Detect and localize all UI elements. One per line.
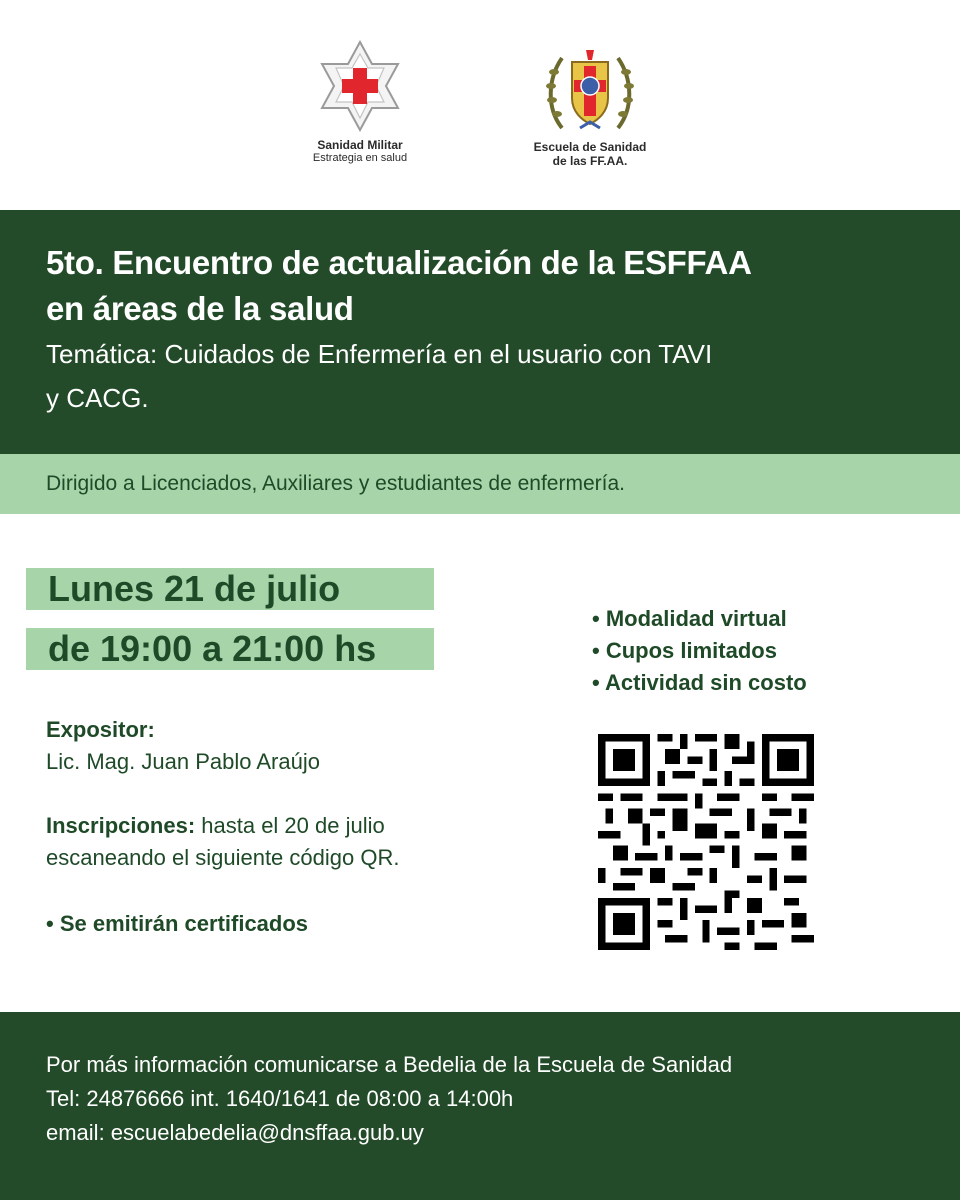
phone-line: Tel: 24876666 int. 1640/1641 de 08:00 a 14:00h <box>46 1086 514 1111</box>
feature-item: • Modalidad virtual <box>592 603 807 635</box>
sanidad-militar-name: Sanidad Militar <box>317 138 403 152</box>
speaker-name: Lic. Mag. Juan Pablo Araújo <box>46 749 320 774</box>
event-title <box>46 240 914 332</box>
red-cross-star-icon <box>314 40 406 132</box>
speaker-label: Expositor: <box>46 717 155 742</box>
email-line[interactable]: email: escuelabedelia@dnsffaa.gub.uy <box>46 1120 424 1145</box>
features-list <box>592 603 807 699</box>
contact-footer <box>0 1012 960 1200</box>
topic-line-1: Temática: Cuidados de Enfermería en el usuario con TAVI <box>46 339 713 369</box>
title-line-2: en áreas de la salud <box>46 290 354 327</box>
registration-deadline: hasta el 20 de julio <box>195 813 385 838</box>
registration-instructions: escaneando el siguiente código QR. <box>46 845 400 870</box>
topic-line-2: y CACG. <box>46 383 149 413</box>
crest-emblem-icon <box>542 48 638 136</box>
escuela-name-line2: de las FF.AA. <box>552 154 628 168</box>
info-block <box>46 714 546 874</box>
title-band <box>0 210 960 454</box>
escuela-sanidad-logo <box>520 48 660 168</box>
target-audience-band: Dirigido a Licenciados, Auxiliares y estudiantes de enfermería. <box>0 454 960 514</box>
sanidad-militar-logo <box>300 40 420 164</box>
feature-item: • Cupos limitados <box>592 635 807 667</box>
certificates-note: • Se emitirán certificados <box>46 911 309 936</box>
contact-line: Por más información comunicarse a Bedelia de la Escuela de Sanidad <box>46 1052 733 1077</box>
registration-qr-code[interactable] <box>598 734 814 950</box>
event-time: de 19:00 a 21:00 hs <box>26 628 434 670</box>
event-topic <box>46 332 914 420</box>
title-line-1: 5to. Encuentro de actualización de la ESFFAA <box>46 244 752 281</box>
registration-label: Inscripciones: <box>46 813 196 838</box>
event-date: Lunes 21 de julio <box>26 568 434 610</box>
logo-bar <box>0 0 960 210</box>
feature-item: • Actividad sin costo <box>592 667 807 699</box>
sanidad-militar-tagline: Estrategia en salud <box>312 152 408 164</box>
date-time-block <box>26 568 434 688</box>
escuela-name-line1: Escuela de Sanidad <box>533 140 647 154</box>
